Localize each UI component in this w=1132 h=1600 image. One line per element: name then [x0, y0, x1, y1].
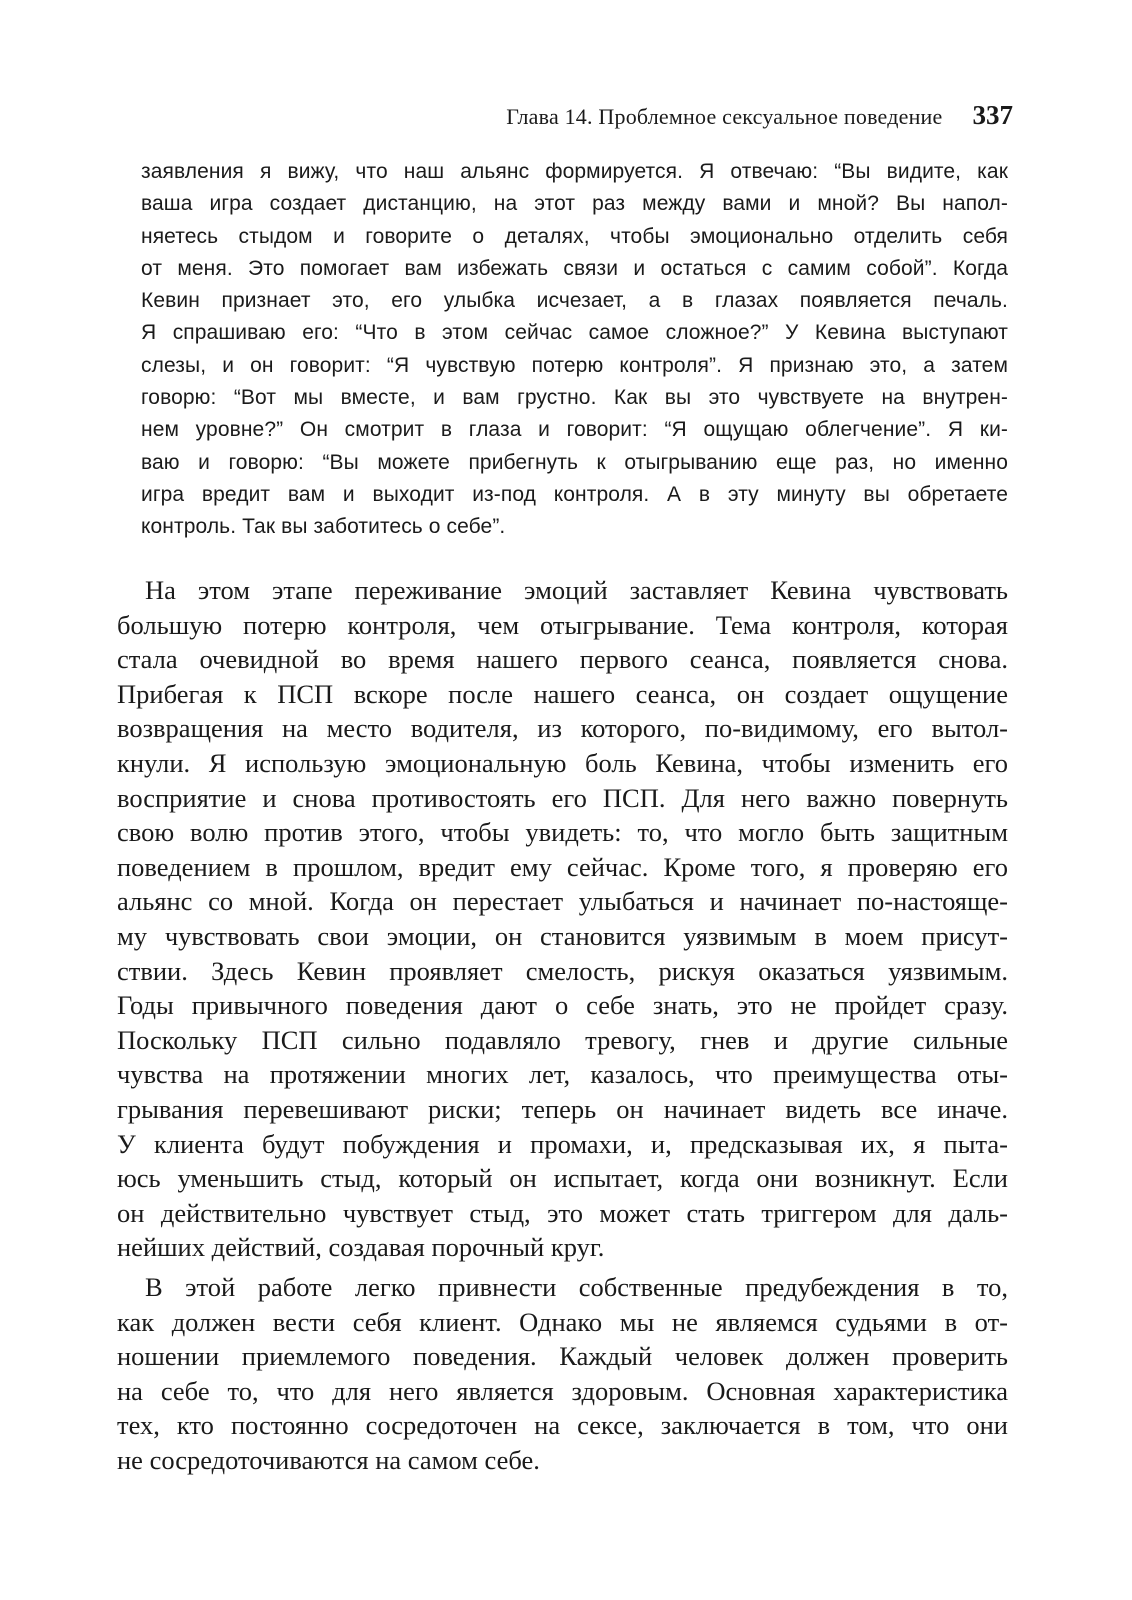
excerpt-line: Кевин признает это, его улыбка исчезает, а в глазах появляется печаль.	[141, 289, 1008, 313]
excerpt-line: Я спрашиваю его: “Что в этом сейчас самое сложное?” У Кевина выступают	[141, 321, 1008, 345]
page-number: 337	[972, 100, 1013, 130]
body-paragraph	[117, 1270, 1008, 1478]
excerpt-line: от меня. Это помогает вам избежать связи и остаться с самим собой”. Когда	[141, 256, 1008, 280]
paragraph-line: восприятие и снова противостоять его ПСП. Для него важно повернуть	[117, 782, 1008, 813]
paragraph-line: на себе то, что для него является здоровым. Основная характеристика	[117, 1375, 1008, 1406]
paragraph-line: В этой работе легко привнести собственные предубеждения в то,	[145, 1272, 1008, 1302]
excerpt-line: заявления я вижу, что наш альянс формируется. Я отвечаю: “Вы видите, как	[141, 160, 1008, 183]
paragraph-line: Годы привычного поведения дают о себе знать, это не пройдет сразу.	[117, 990, 1008, 1021]
running-header	[506, 100, 1013, 131]
paragraph-line: возвращения на место водителя, из которого, по-видимому, его вытол-	[117, 713, 1008, 744]
paragraph-line: кнули. Я использую эмоциональную боль Кевина, чтобы изменить его	[117, 747, 1008, 778]
paragraph-line: стала очевидной во время нашего первого сеанса, появляется снова.	[117, 644, 1008, 675]
paragraph-line: Поскольку ПСП сильно подавляло тревогу, гнев и другие сильные	[117, 1024, 1008, 1055]
paragraph-line: свою волю против этого, чтобы увидеть: то, что могло быть защитным	[117, 817, 1008, 848]
paragraph-line: большую потерю контроля, чем отыгрывание. Тема контроля, которая	[117, 609, 1008, 640]
body-paragraph	[117, 573, 1008, 1265]
paragraph-line: чувства на протяжении многих лет, казалось, что преимущества оты-	[117, 1059, 1008, 1090]
excerpt-line: ваю и говорю: “Вы можете прибегнуть к отыгрыванию еще раз, но именно	[141, 450, 1008, 474]
chapter-running-title: Глава 14. Проблемное сексуальное поведение	[506, 104, 943, 129]
paragraph-line: как должен вести себя клиент. Однако мы не являемся судьями в от-	[117, 1306, 1008, 1337]
paragraph-line: му чувствовать свои эмоции, он становится уязвимым в моем присут-	[117, 920, 1008, 951]
paragraph-line: нейших действий, создавая порочный круг.	[117, 1232, 605, 1263]
paragraph-line: юсь уменьшить стыд, который он испытает, когда они возникнут. Если	[117, 1163, 1008, 1194]
paragraph-line: ствии. Здесь Кевин проявляет смелость, рискуя оказаться уязвимым.	[117, 955, 1008, 986]
excerpt-line: говорю: “Вот мы вместе, и вам грустно. Как вы это чувствуете на внутрен-	[141, 386, 1008, 410]
excerpt-line: игра вредит вам и выходит из-под контроля. А в эту минуту вы обретаете	[141, 482, 1008, 506]
excerpt-line: слезы, и он говорит: “Я чувствую потерю контроля”. Я признаю это, а затем	[141, 353, 1008, 377]
paragraph-line: На этом этапе переживание эмоций заставляет Кевина чувствовать	[145, 575, 1008, 605]
excerpt-line: контроль. Так вы заботитесь о себе”.	[141, 515, 506, 539]
paragraph-line: поведением в прошлом, вредит ему сейчас. Кроме того, я проверяю его	[117, 851, 1008, 882]
paragraph-line: Прибегая к ПСП вскоре после нашего сеанса, он создает ощущение	[117, 678, 1008, 709]
paragraph-line: грывания перевешивают риски; теперь он начинает видеть все иначе.	[117, 1093, 1008, 1124]
excerpt-line: нем уровне?” Он смотрит в глаза и говорит: “Я ощущаю облегчение”. Я ки-	[141, 418, 1008, 442]
paragraph-line: не сосредоточиваются на самом себе.	[117, 1444, 540, 1475]
paragraph-line: он действительно чувствует стыд, это может стать триггером для даль-	[117, 1197, 1008, 1228]
paragraph-line: тех, кто постоянно сосредоточен на сексе, заключается в том, что они	[117, 1410, 1008, 1441]
paragraph-line: ношении приемлемого поведения. Каждый человек должен проверить	[117, 1341, 1008, 1372]
paragraph-line: альянс со мной. Когда он перестает улыбаться и начинает по-настояще-	[117, 886, 1008, 917]
excerpt-line: няетесь стыдом и говорите о деталях, чтобы эмоционально отделить себя	[141, 224, 1008, 248]
session-excerpt	[141, 156, 1008, 544]
excerpt-line: ваша игра создает дистанцию, на этот раз между вами и мной? Вы напол-	[141, 192, 1008, 216]
paragraph-line: У клиента будут побуждения и промахи, и, предсказывая их, я пыта-	[117, 1128, 1008, 1159]
